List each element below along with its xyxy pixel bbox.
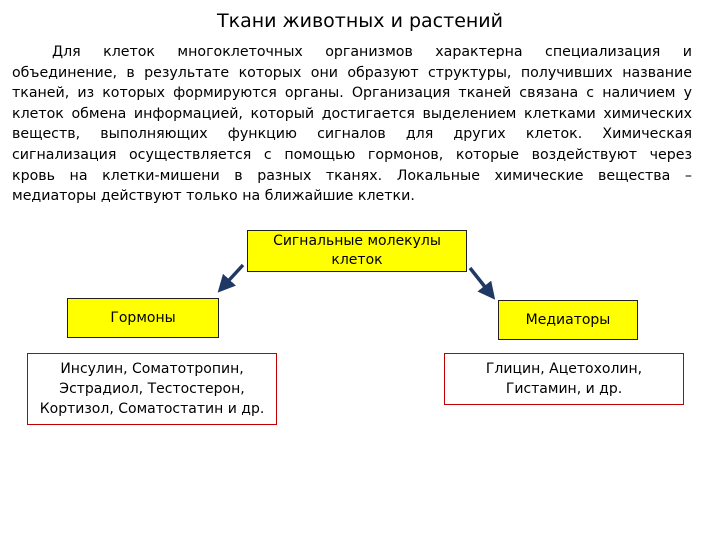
paragraph-line: клеток обмена информацией, который достигается выделением клетками химических — [12, 105, 692, 122]
node-mediators — [498, 300, 638, 340]
hormones-examples — [27, 353, 277, 425]
node-mediators-label: Медиаторы — [525, 311, 611, 328]
paragraph-line: кровь на клетки-мишени в разных тканях. Локальные химические вещества – — [12, 167, 692, 184]
paragraph-line: медиаторы действуют только на ближайшие клетки. — [12, 188, 415, 205]
page-title: Ткани животных и растений — [216, 10, 503, 32]
hormones-examples-text: Инсулин, Соматотропин, Эстрадиол, Тестостерон, Кортизол, Соматостатин и др. — [39, 361, 265, 417]
arrow-to-mediators — [470, 268, 493, 297]
paragraph-line: веществ, выполняющих функцию сигналов для других клеток. Химическая — [12, 126, 692, 143]
mediators-examples — [444, 353, 684, 405]
root-node-label: Сигнальные молекулы клеток — [273, 233, 441, 268]
node-hormones-label: Гормоны — [110, 309, 176, 326]
paragraph-line: Для клеток многоклеточных организмов характерна специализация и — [52, 44, 692, 60]
mediators-examples-text: Глицин, Ацетохолин, Гистамин, и др. — [485, 361, 643, 397]
paragraph-line: объединение, в результате которых они образуют структуры, получивших название — [12, 64, 692, 81]
paragraph-line: сигнализация осуществляется с помощью гормонов, которые воздействуют через — [12, 146, 692, 163]
arrow-to-hormones — [220, 265, 243, 290]
node-hormones — [67, 298, 219, 338]
paragraph-line: тканей, из которых формируются органы. Организация тканей связана с наличием у — [12, 85, 692, 102]
